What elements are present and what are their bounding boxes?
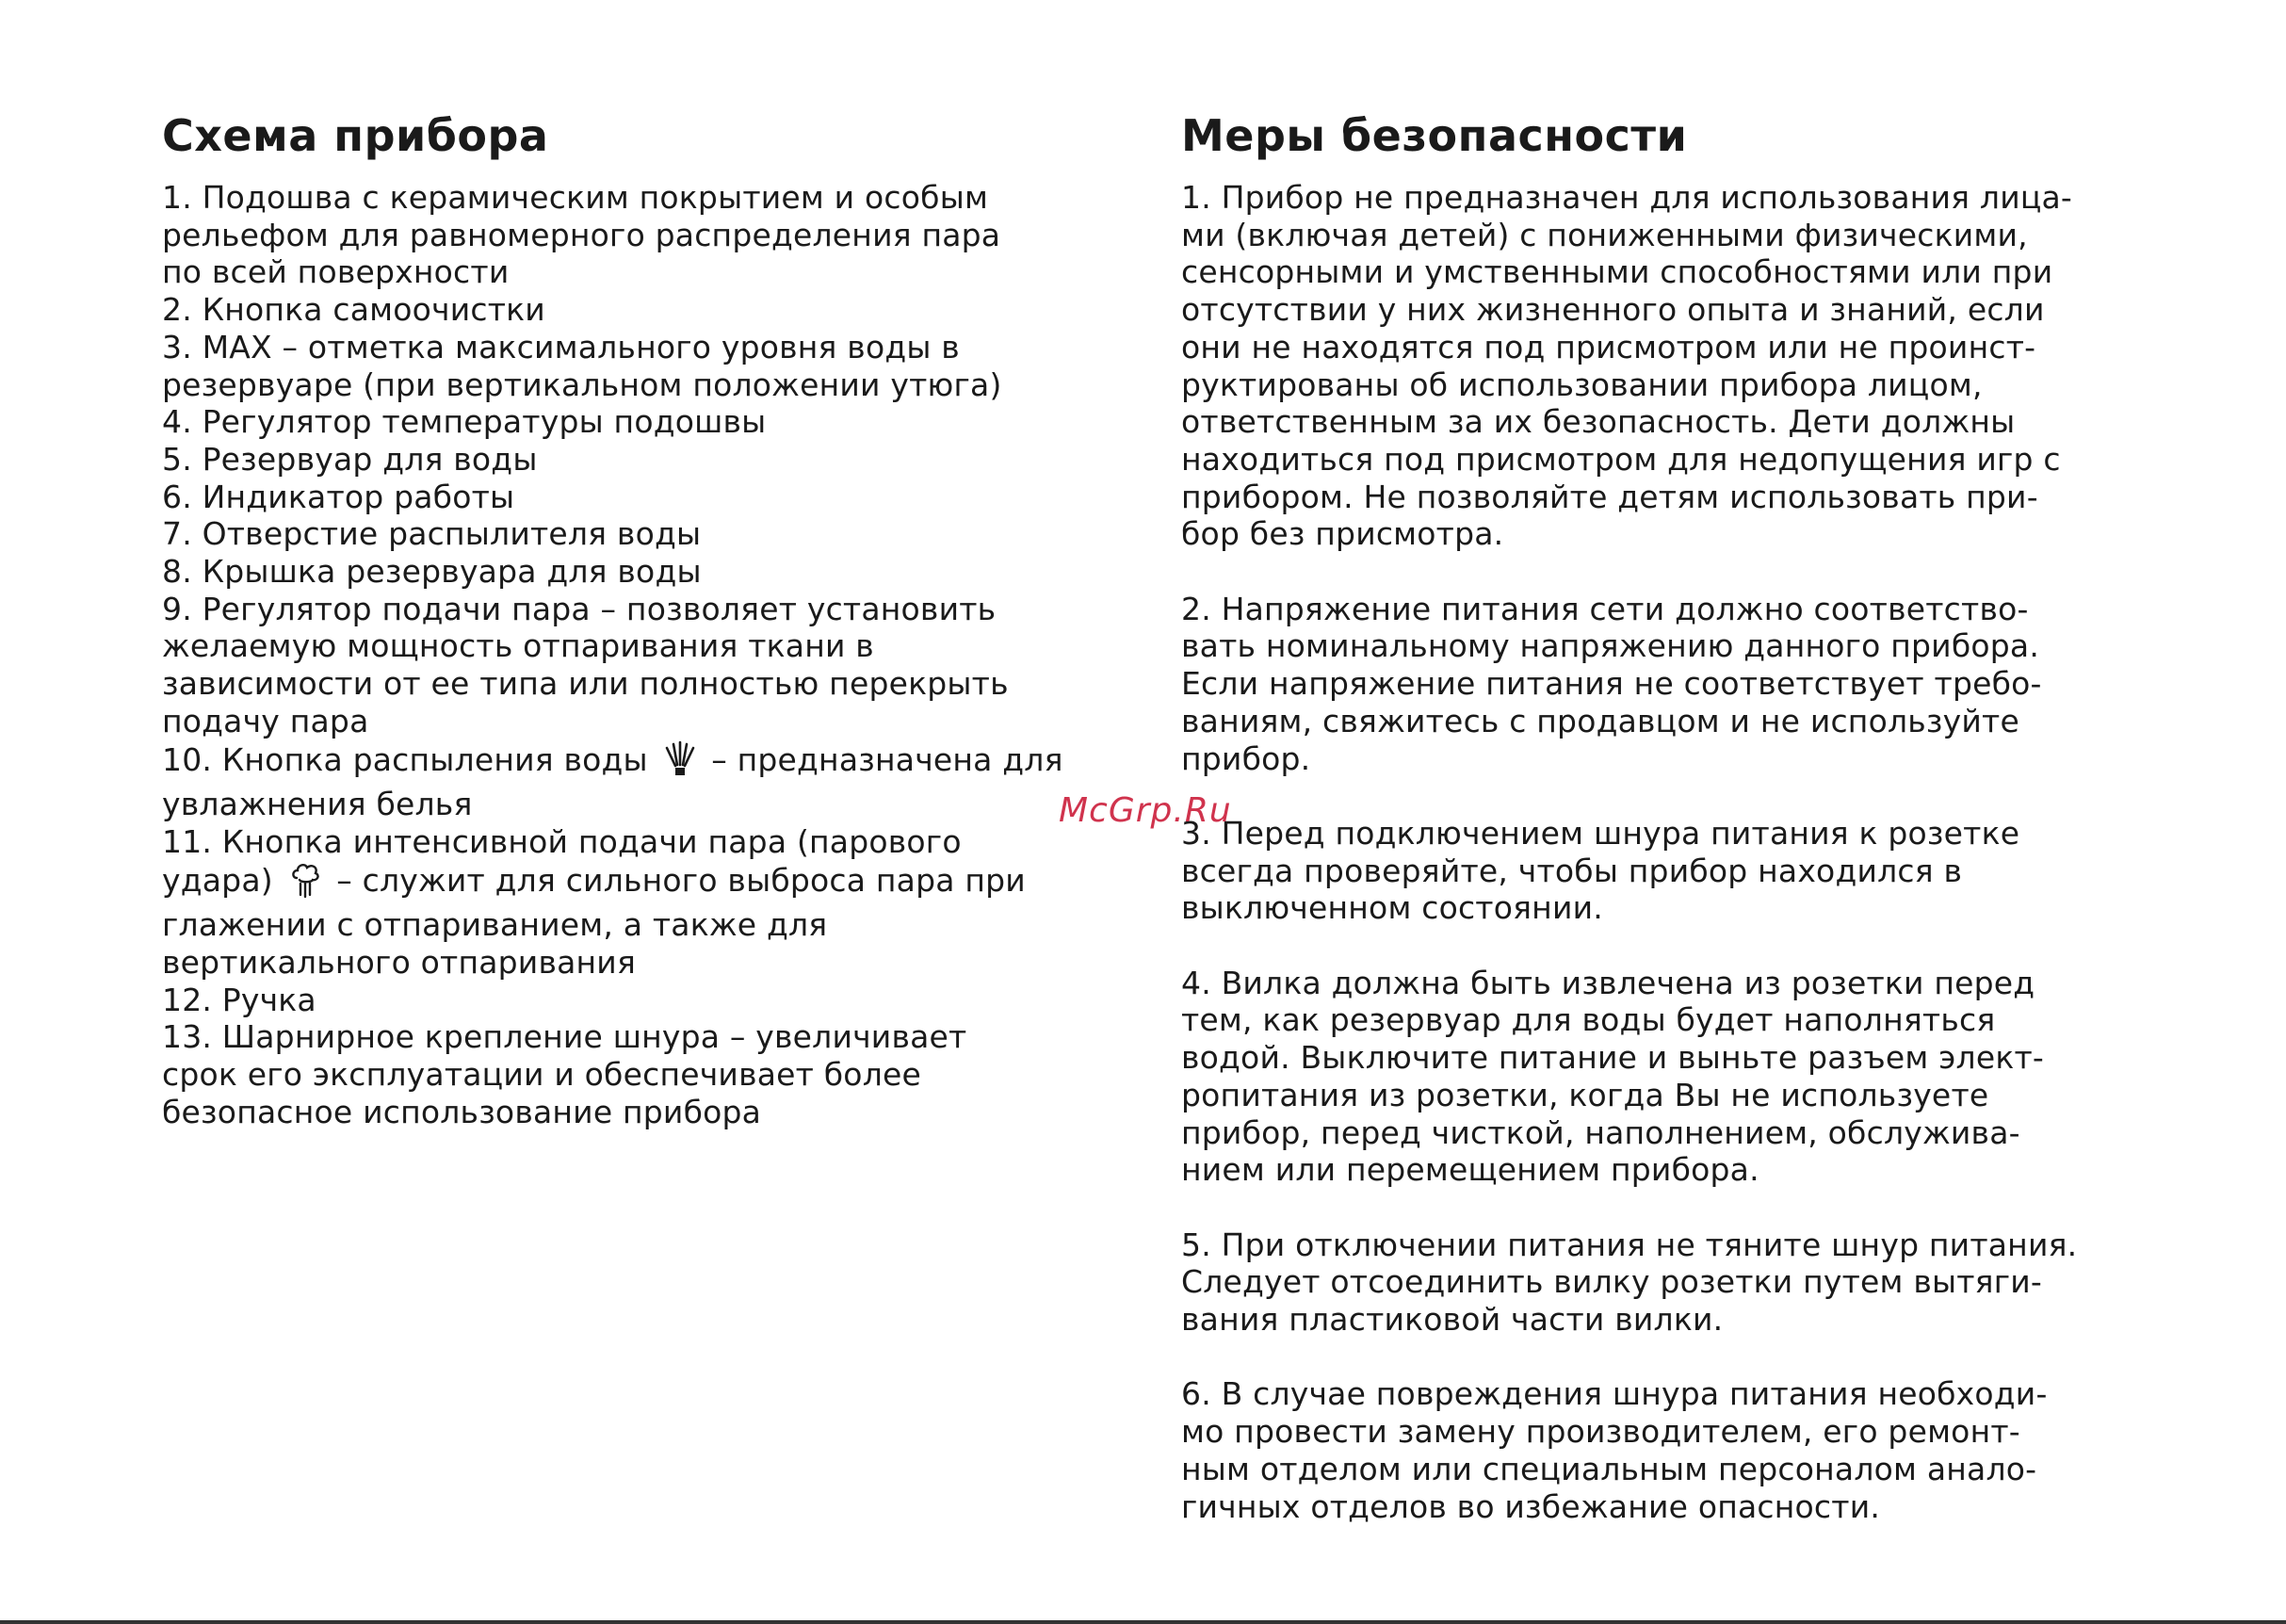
safety-line: Следует отсоединить вилку розетки путем вытяги- [1181,1263,2042,1301]
safety-line: находиться под присмотром для недопущения игр с [1181,440,2061,478]
safety-paragraph-4 [1181,965,2142,1189]
parts-line: 1. Подошва с керамическим покрытием и особым [162,179,989,216]
device-scheme-title: Схема прибора [162,110,549,161]
safety-line: нием или перемещением прибора. [1181,1151,1759,1189]
safety-paragraph-1 [1181,179,2142,553]
steam-burst-icon [289,861,321,907]
parts-line-item11 [162,861,1104,907]
parts-line: 2. Кнопка самоочистки [162,291,545,329]
item11-desc: – служит для сильного выброса пара при [336,861,1026,899]
safety-paragraph-5 [1181,1226,2142,1339]
safety-line: прибор. [1181,739,1311,777]
safety-line: Если напряжение питания не соответствует требо- [1181,665,2042,703]
safety-line: руктированы об использовании прибора лицом, [1181,365,1983,403]
safety-line: 2. Напряжение питания сети должно соответство- [1181,590,2029,627]
safety-paragraph-3 [1181,815,2142,927]
spray-icon [664,740,696,787]
parts-line: 9. Регулятор подачи пара – позволяет установить [162,590,997,627]
safety-line: отсутствии у них жизненного опыта и знаний, если [1181,291,2045,329]
parts-line: срок его эксплуатации и обеспечивает более [162,1056,921,1094]
safety-line: ответственным за их безопасность. Дети должны [1181,403,2016,441]
safety-line: 4. Вилка должна быть извлечена из розетки перед [1181,964,2035,1001]
safety-paragraph-2 [1181,591,2142,778]
parts-line: зависимости от ее типа или полностью перекрыть [162,665,1009,703]
item10-text: 10. Кнопка распыления воды [162,740,648,778]
item10-desc: – предназначена для [711,740,1063,778]
safety-line: сенсорными и умственными способностями или при [1181,253,2053,291]
safety-line: они не находятся под присмотром или не проинст- [1181,328,2036,365]
parts-line: 5. Резервуар для воды [162,440,538,478]
parts-line: рельефом для равномерного распределения пара [162,216,1001,253]
safety-line: ропитания из розетки, когда Вы не используете [1181,1076,1989,1113]
safety-paragraph-6 [1181,1375,2142,1525]
safety-line: ным отделом или специальным персоналом анало- [1181,1450,2037,1487]
safety-line: бор без присмотра. [1181,515,1504,553]
safety-line: ваниям, свяжитесь с продавцом и не используйте [1181,702,2019,739]
watermark: McGrp.Ru [1059,791,1232,830]
parts-line: безопасное использование прибора [162,1093,762,1130]
bottom-divider [0,1620,2286,1624]
parts-line: желаемую мощность отпаривания ткани в [162,627,874,665]
safety-line: выключенном состоянии. [1181,889,1603,927]
safety-measures-title: Меры безопасности [1181,110,1688,161]
safety-line: гичных отделов во избежание опасности. [1181,1487,1881,1525]
safety-line: вания пластиковой части вилки. [1181,1301,1724,1339]
safety-line: 6. В случае повреждения шнура питания необходи- [1181,1375,2048,1413]
safety-line: ми (включая детей) с пониженными физическими, [1181,216,2028,253]
parts-line: 13. Шарнирное крепление шнура – увеличивает [162,1018,967,1056]
safety-list [1181,179,2142,1525]
parts-line: 4. Регулятор температуры подошвы [162,403,767,441]
safety-line: 1. Прибор не предназначен для использования лица- [1181,179,2073,216]
safety-line: прибор, перед чисткой, наполнением, обслужива- [1181,1113,2020,1151]
safety-line: водой. Выключите питание и выньте разъем элект- [1181,1039,2044,1077]
parts-line: 8. Крышка резервуара для воды [162,553,702,591]
safety-line: вать номинальному напряжению данного прибора. [1181,627,2040,665]
parts-line: по всей поверхности [162,253,510,291]
parts-line: 11. Кнопка интенсивной подачи пара (парового [162,822,962,860]
parts-line: резервуаре (при вертикальном положении утюга) [162,365,1002,403]
device-parts-list [162,179,1104,1131]
safety-line: прибором. Не позволяйте детям использовать при- [1181,478,2038,515]
parts-line: 6. Индикатор работы [162,478,515,515]
safety-line: тем, как резервуар для воды будет наполняться [1181,1001,1996,1039]
parts-line: увлажнения белья [162,786,473,823]
left-column [162,111,1104,1131]
parts-line: вертикального отпаривания [162,944,636,982]
parts-line-item10 [162,740,1104,787]
safety-line: 3. Перед подключением шнура питания к розетке [1181,814,2020,852]
right-column [1181,111,2142,1563]
safety-line: всегда проверяйте, чтобы прибор находился в [1181,852,1963,889]
parts-line: глажении с отпариванием, а также для [162,906,828,944]
safety-line: 5. При отключении питания не тяните шнур питания. [1181,1226,2078,1263]
item11-text: удара) [162,861,273,899]
parts-line: 7. Отверстие распылителя воды [162,515,702,553]
parts-line: подачу пара [162,702,369,739]
parts-line: 12. Ручка [162,981,316,1018]
parts-line: 3. MAX – отметка максимального уровня воды в [162,328,960,365]
safety-line: мо провести замену производителем, его ремонт- [1181,1413,2020,1451]
